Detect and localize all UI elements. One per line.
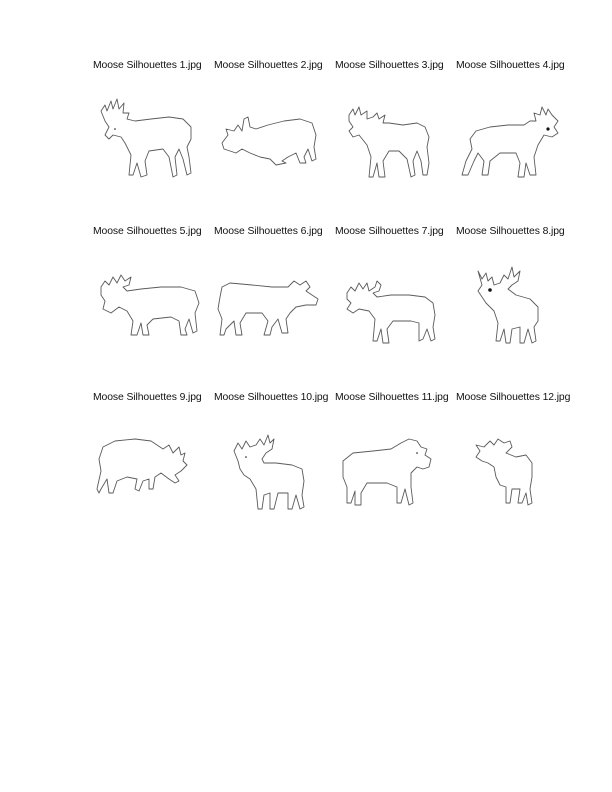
thumbnail-caption: Moose Silhouettes 5.jpg [93, 226, 202, 237]
thumbnail-item[interactable] [333, 59, 454, 225]
thumbnail-caption: Moose Silhouettes 3.jpg [335, 60, 444, 71]
thumbnail-item[interactable] [333, 225, 454, 391]
thumbnail-caption: Moose Silhouettes 4.jpg [456, 60, 565, 71]
thumbnail-item[interactable] [454, 225, 575, 391]
thumbnail-caption: Moose Silhouettes 11.jpg [335, 392, 449, 403]
moose-silhouette-icon [454, 91, 570, 191]
thumbnail-item[interactable] [454, 391, 575, 557]
moose-silhouette-icon [91, 257, 207, 357]
thumbnail-item[interactable] [91, 59, 212, 225]
thumbnail-caption: Moose Silhouettes 9.jpg [93, 392, 202, 403]
thumbnail-item[interactable] [212, 59, 333, 225]
thumbnail-caption: Moose Silhouettes 12.jpg [456, 392, 571, 403]
thumbnail-item[interactable] [454, 59, 575, 225]
moose-silhouette-icon [333, 91, 449, 191]
thumbnail-item[interactable] [91, 225, 212, 391]
moose-silhouette-icon [454, 257, 570, 357]
moose-silhouette-icon [454, 423, 570, 523]
thumbnail-caption: Moose Silhouettes 10.jpg [214, 392, 329, 403]
thumbnail-item[interactable] [212, 225, 333, 391]
thumbnail-item[interactable] [333, 391, 454, 557]
moose-silhouette-icon [91, 423, 207, 523]
thumbnail-caption: Moose Silhouettes 6.jpg [214, 226, 323, 237]
moose-silhouette-icon [333, 423, 449, 523]
thumbnail-caption: Moose Silhouettes 2.jpg [214, 60, 323, 71]
thumbnail-caption: Moose Silhouettes 8.jpg [456, 226, 565, 237]
thumbnail-item[interactable] [91, 391, 212, 557]
moose-silhouette-icon [333, 257, 449, 357]
thumbnail-item[interactable] [212, 391, 333, 557]
thumbnail-caption: Moose Silhouettes 1.jpg [93, 60, 202, 71]
moose-silhouette-icon [91, 91, 207, 191]
moose-silhouette-icon [212, 91, 328, 191]
moose-silhouette-icon [212, 257, 328, 357]
moose-silhouette-icon [212, 423, 328, 523]
thumbnail-caption: Moose Silhouettes 7.jpg [335, 226, 444, 237]
thumbnail-grid [91, 59, 581, 557]
